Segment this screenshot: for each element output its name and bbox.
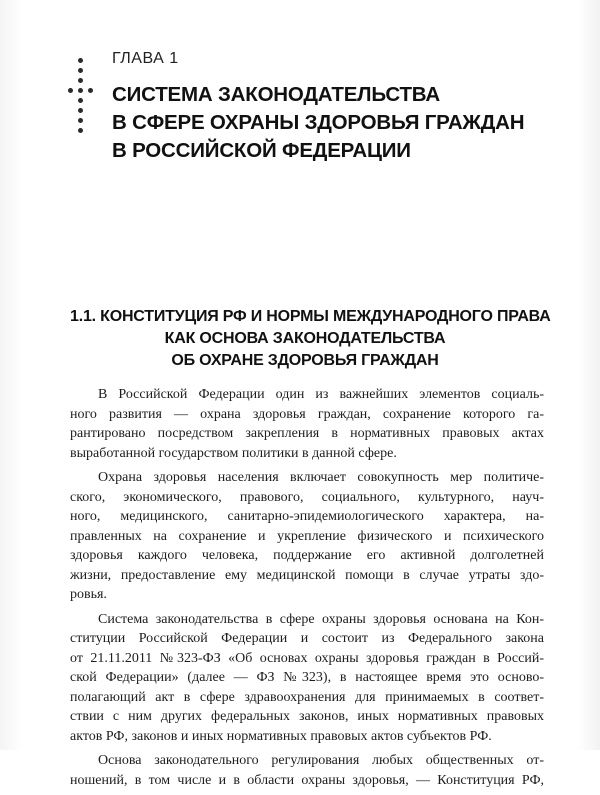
text-line: Система законодательства в сфере охраны здоровья основана на Кон-	[98, 611, 544, 627]
body-text	[70, 385, 544, 795]
text-line: правленных на сохранение и укрепление физического и психического	[70, 528, 544, 544]
chapter-title-line: СИСТЕМА ЗАКОНОДАТЕЛЬСТВА	[112, 83, 440, 106]
chapter-title-line: В РОССИЙСКОЙ ФЕДЕРАЦИИ	[112, 139, 411, 162]
text-line: ского, экономического, правового, социального, культурного, науч-	[70, 489, 544, 505]
paragraph	[70, 385, 544, 463]
decorative-dots-icon	[64, 54, 94, 164]
text-line: В Российской Федерации один из важнейших элементов социаль-	[98, 387, 544, 402]
text-line: ного развития — охрана здоровья граждан, сохранение которого га-	[70, 406, 544, 422]
text-line: от 21.11.2011 №323-ФЗ «Об основах охраны здоровья граждан в Россий-	[70, 650, 544, 666]
paragraph	[70, 610, 544, 747]
chapter-title-line: В СФЕРЕ ОХРАНЫ ЗДОРОВЬЯ ГРАЖДАН	[112, 111, 525, 134]
text-line: ного, медицинского, санитарно-эпидемиологического характера, на-	[70, 509, 544, 524]
paragraph	[70, 468, 544, 605]
section-title-line: ОБ ОХРАНЕ ЗДОРОВЬЯ ГРАЖДАН	[171, 352, 439, 369]
chapter-title	[112, 81, 552, 165]
text-line: здоровья каждого человека, поддержание его активной долголетней	[70, 548, 544, 563]
text-line: жизни, предоставление ему медицинской помощи в случае утраты здо-	[70, 567, 544, 583]
text-line: ровья.	[70, 587, 107, 602]
section-title	[70, 306, 551, 372]
section-title-line: 1.1. КОНСТИТУЦИЯ РФ И НОРМЫ МЕЖДУНАРОДНОГО ПРАВА	[70, 308, 551, 325]
text-line: полагающий акт в сфере здравоохранения для принимаемых в соответ-	[70, 689, 544, 705]
text-line: выработанной государством политики в данной сфере.	[70, 445, 397, 461]
section-title-line: КАК ОСНОВА ЗАКОНОДАТЕЛЬСТВА	[164, 330, 446, 347]
chapter-label: ГЛАВА 1	[112, 50, 179, 67]
text-line: ституции Российской Федерации и состоит из Федерального закона	[70, 631, 544, 646]
text-line: Основа законодательного регулирования любых общественных от-	[98, 753, 544, 768]
text-line: актов РФ, законов и иных нормативных правовых актов субъектов РФ.	[70, 728, 492, 744]
text-line: ношений, в том числе и в области охраны здоровья, — Конституция РФ,	[70, 772, 544, 788]
paragraph	[70, 751, 544, 790]
text-line: ствии с ним других федеральных законов, иных нормативных правовых	[70, 709, 544, 724]
text-line: рантировано посредством закрепления в нормативных правовых актах	[70, 426, 544, 441]
text-line: Охрана здоровья населения включает совокупность мер политиче-	[98, 470, 544, 485]
text-line: ской Федерации» (далее — ФЗ №323), в настоящее время это осново-	[70, 670, 544, 685]
